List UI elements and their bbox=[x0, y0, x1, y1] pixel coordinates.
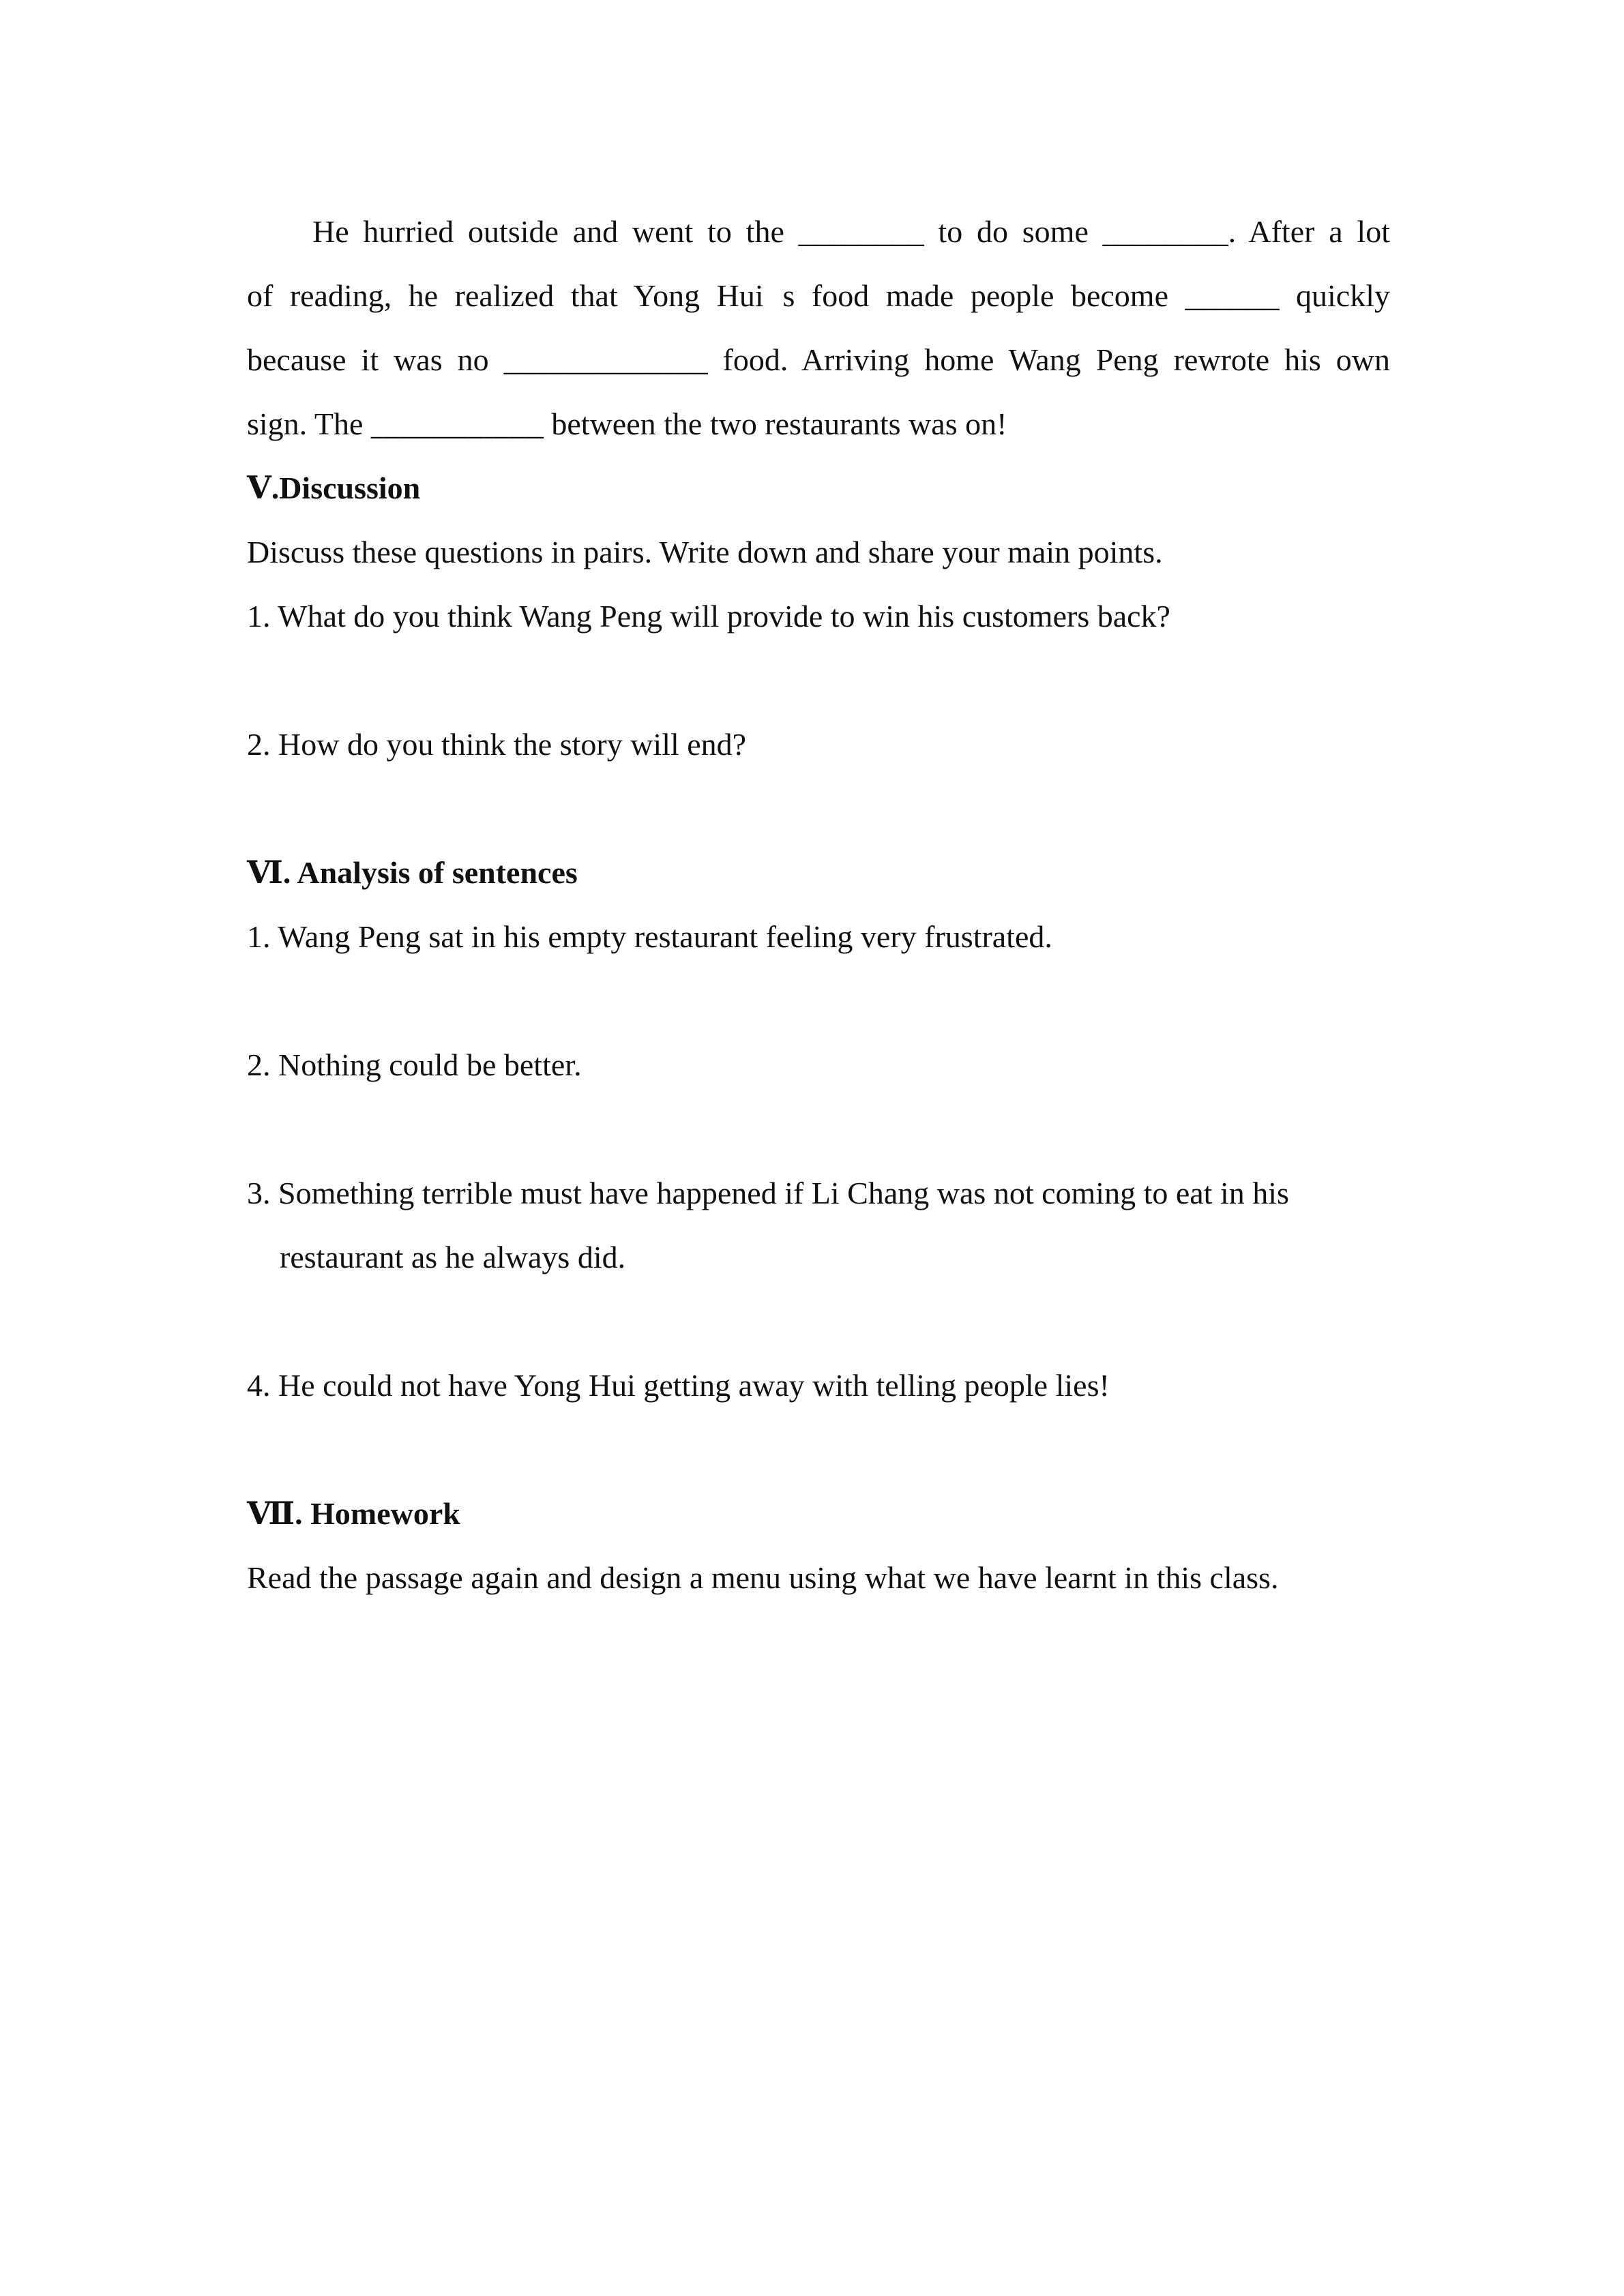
discussion-question-1: 1. What do you think Wang Peng will provide to win his customers back? bbox=[247, 599, 1170, 633]
analysis-sentence-4: 4. He could not have Yong Hui getting away with telling people lies! bbox=[247, 1368, 1110, 1403]
analysis-sentence-3: 3. Something terrible must have happened if Li Chang was not coming to eat in his bbox=[247, 1176, 1289, 1210]
section-heading-discussion: Ⅴ.Discussion bbox=[247, 471, 421, 505]
paragraph-line-1: He hurried outside and went to the ________ to do some ________. After a lot bbox=[312, 214, 1390, 249]
paragraph-line-4: sign. The ___________ between the two restaurants was on! bbox=[247, 406, 1007, 441]
analysis-sentence-1: 1. Wang Peng sat in his empty restaurant feeling very frustrated. bbox=[247, 919, 1052, 954]
section-heading-analysis: Ⅵ. Analysis of sentences bbox=[247, 855, 578, 890]
paragraph-line-2: of reading, he realized that Yong Huis food made people become ______ quickly bbox=[247, 278, 1390, 313]
discussion-instruction: Discuss these questions in pairs. Write down and share your main points. bbox=[247, 535, 1163, 569]
paragraph-line-3: because it was no _____________ food. Arriving home Wang Peng rewrote his own bbox=[247, 342, 1390, 377]
discussion-question-2: 2. How do you think the story will end? bbox=[247, 727, 747, 762]
section-heading-homework: Ⅶ. Homework bbox=[247, 1496, 460, 1531]
homework-text: Read the passage again and design a menu using what we have learnt in this class. bbox=[247, 1560, 1279, 1595]
analysis-sentence-3-continuation: restaurant as he always did. bbox=[280, 1240, 626, 1274]
analysis-sentence-2: 2. Nothing could be better. bbox=[247, 1047, 582, 1082]
